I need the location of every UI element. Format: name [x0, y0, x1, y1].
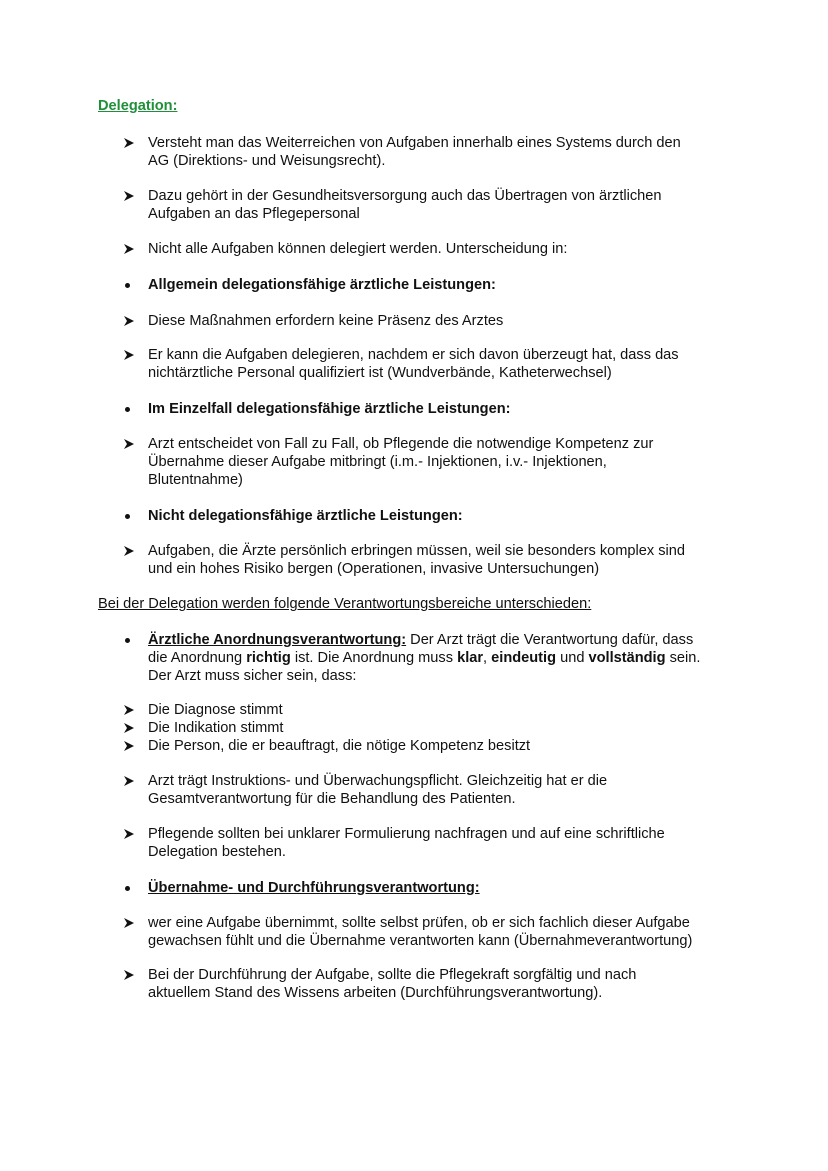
- bullet-dot-icon: [125, 638, 130, 643]
- arrow-bullet-icon: [122, 739, 136, 753]
- page-title: Delegation:: [98, 98, 178, 114]
- bullet-dot-icon: [125, 514, 130, 519]
- arrow-bullet-icon: [122, 721, 136, 735]
- arrow-bullet-icon: [122, 437, 136, 451]
- arrow-bullet-icon: [122, 544, 136, 558]
- arrow-bullet-icon: [122, 968, 136, 982]
- document-page: Delegation: Versteht man das Weiterreichen von Aufgaben innerhalb eines Systems durch den AG (Direktions- und Weisungsrecht). Dazu gehört in der Gesundheitsversorgung auch das Übertragen von ärztlichen Aufgaben an das Pflegepersonal Nicht alle Aufgaben können delegiert werden. Unterscheidung in: Allgemein delegationsfähige ärztliche Leistungen: Diese Maßnahmen erfordern keine Präsenz des Arztes Er kann die Aufgaben delegieren, nachdem er sich davon überzeugt hat, dass das nichtärztliche Personal qualifiziert ist (Wundverbände, Katheterwechsel) Im Einzelfall delegationsfähige ärztliche Leistungen: Arzt entscheidet von Fall zu Fall, ob Pflegende die notwendige Kompetenz zur Übernahme dieser Aufgabe mitbringt (i.m.- Injektionen, i.v.- Injektionen, Blutentnahme) Nicht delegationsfähige ärztliche Leistungen: Aufgaben, die Ärzte persönlich erbringen müssen, weil sie besonders komplex sind und ein hohes Risiko bergen (Operationen, invasive Untersuchungen) Bei der Delegation werden folgende Verantwortungsbereiche unterschieden: Ärztliche Anordnungsverantwortung: Der Arzt trägt die Verantwortung dafür, dass die Anordnung richtig ist. Die Anordnung muss klar, eindeutig und vollständig sein. Der Arzt muss sicher sein, dass: Die Diagnose stimmt Die Indikation stimmt Die Person, die er beauftragt, die nötige Kompetenz besitzt Arzt trägt Instruktions- und Überwachungspflicht. Gleichzeitig hat er die Gesamtverantwortung für die Behandlung des Patienten. Pflegende sollten bei unklarer Formulierung nachfragen und auf eine schriftliche Delegation bestehen. Übernahme- und Durchführungsverantwortung: wer eine Aufgabe übernimmt, sollte selbst prüfen, ob er sich fachlich dieser Aufgabe gewachsen fühlt und die Übernahme verantworten kann (Übernahmeverantwortung) Bei der Durchführung der Aufgabe, sollte die Pflegekraft sorgfältig und nach aktuellem Stand des Wissens arbeiten (Durchführungsverantwortung).: [98, 98, 701, 1001]
- arrow-bullet-icon: [122, 827, 136, 841]
- arrow-bullet-icon: [122, 314, 136, 328]
- arrow-bullet-icon: [122, 916, 136, 930]
- arrow-bullet-icon: [122, 774, 136, 788]
- bullet-dot-icon: [125, 886, 130, 891]
- bullet-dot-icon: [125, 283, 130, 288]
- arrow-bullet-icon: [122, 242, 136, 256]
- arrow-bullet-icon: [122, 703, 136, 717]
- bullet-dot-icon: [125, 407, 130, 412]
- arrow-bullet-icon: [122, 348, 136, 362]
- arrow-bullet-icon: [122, 136, 136, 150]
- arrow-bullet-icon: [122, 189, 136, 203]
